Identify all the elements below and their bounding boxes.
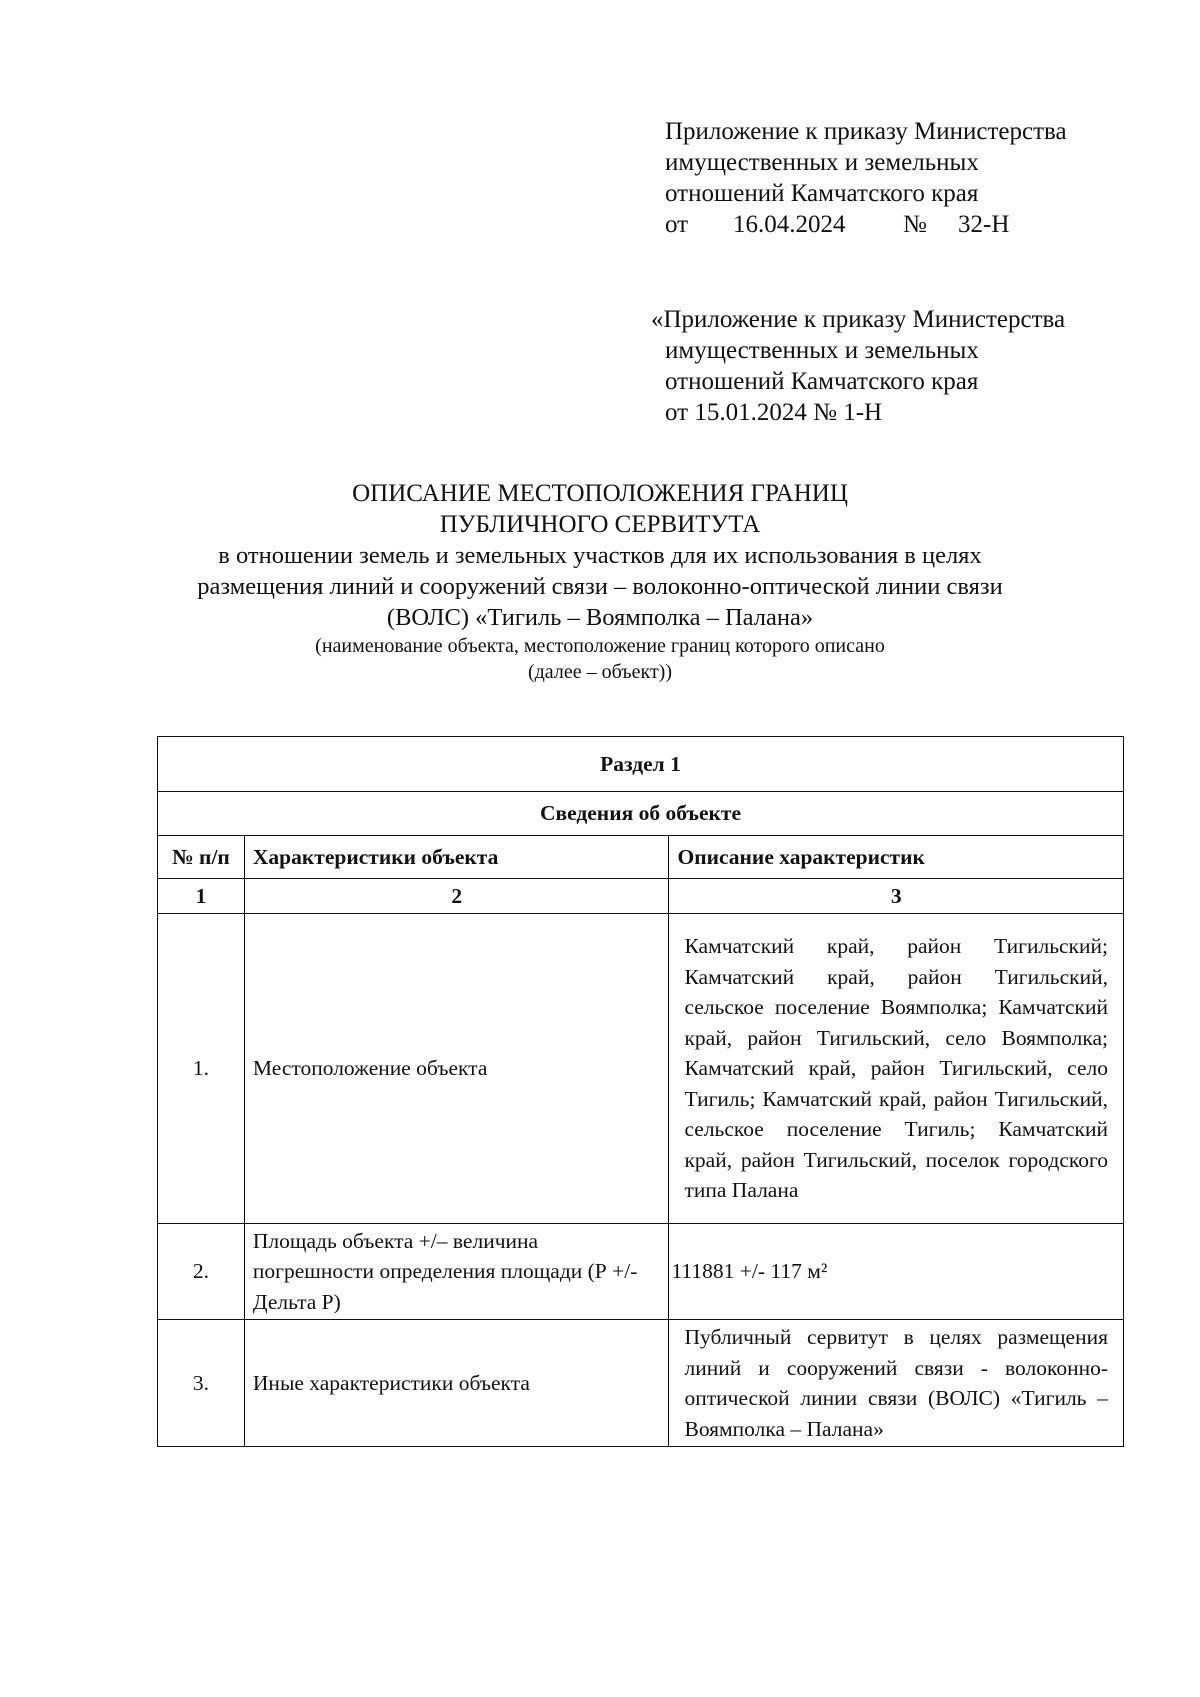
row-characteristic: Площадь объекта +/– величина погрешности определения площади (Р +/- Дельта Р) xyxy=(244,1224,669,1320)
subtitle-note: (наименование объекта, местоположение границ которого описано xyxy=(315,635,885,657)
column-number: 3 xyxy=(669,879,1124,914)
table-row xyxy=(158,1320,1124,1447)
object-info-table xyxy=(157,736,1124,1447)
order-number: 32-Н xyxy=(958,211,1010,238)
annex-header-previous xyxy=(651,304,1065,428)
annex-line: «Приложение к приказу Министерства xyxy=(651,306,1066,333)
annex-line: Приложение к приказу Министерства xyxy=(665,118,1067,145)
column-header-number: № п/п xyxy=(158,836,245,879)
from-word: от xyxy=(665,211,689,238)
row-number: 1. xyxy=(158,914,245,1224)
document-title: ПУБЛИЧНОГО СЕРВИТУТА xyxy=(439,511,761,538)
annex-line: отношений Камчатского края xyxy=(665,180,979,207)
document-title-block xyxy=(0,478,1200,685)
annex-line: имущественных и земельных xyxy=(665,149,979,176)
column-number: 1 xyxy=(158,879,245,914)
row-number: 2. xyxy=(158,1224,245,1320)
order-date: 16.04.2024 xyxy=(733,211,846,238)
annex-line: имущественных и земельных xyxy=(665,337,979,364)
row-description: Камчатский край, район Тигильский; Камчатский край, район Тигильский, сельское поселение Воямполка; Камчатский край, район Тигильский, село Воямполка; Камчатский край, район Тигильский, село Тигиль; Камчатский край, район Тигильский, сельское поселение Тигиль; Камчатский край, район Тигильский, поселок городского типа Палана xyxy=(669,914,1124,1224)
column-header-description: Описание характеристик xyxy=(669,836,1124,879)
order-date-number xyxy=(665,209,1067,240)
row-characteristic: Иные характеристики объекта xyxy=(244,1320,669,1447)
subtitle-note: (далее – объект)) xyxy=(527,661,673,683)
column-number: 2 xyxy=(244,879,669,914)
annex-line: от 15.01.2024 № 1-Н xyxy=(665,399,883,426)
document-subtitle: размещения линий и сооружений связи – волоконно-оптической линии связи xyxy=(197,573,1003,600)
column-header-characteristic: Характеристики объекта xyxy=(244,836,669,879)
number-sign: № xyxy=(903,211,927,238)
document-subtitle: (ВОЛС) «Тигиль – Воямполка – Палана» xyxy=(386,604,814,631)
row-characteristic: Местоположение объекта xyxy=(244,914,669,1224)
table-row xyxy=(158,914,1124,1224)
row-description: 111881 +/- 117 м² xyxy=(669,1224,1124,1320)
document-subtitle: в отношении земель и земельных участков для их использования в целях xyxy=(218,542,982,569)
section-title: Сведения об объекте xyxy=(158,792,1124,836)
annex-line: отношений Камчатского края xyxy=(665,368,979,395)
annex-header-current xyxy=(665,116,1067,240)
row-description: Публичный сервитут в целях размещения линий и сооружений связи - волоконно-оптической линии связи (ВОЛС) «Тигиль – Воямполка – Палана» xyxy=(669,1320,1124,1447)
row-number: 3. xyxy=(158,1320,245,1447)
document-title: ОПИСАНИЕ МЕСТОПОЛОЖЕНИЯ ГРАНИЦ xyxy=(352,480,848,507)
section-header: Раздел 1 xyxy=(158,737,1124,792)
table-row xyxy=(158,1224,1124,1320)
